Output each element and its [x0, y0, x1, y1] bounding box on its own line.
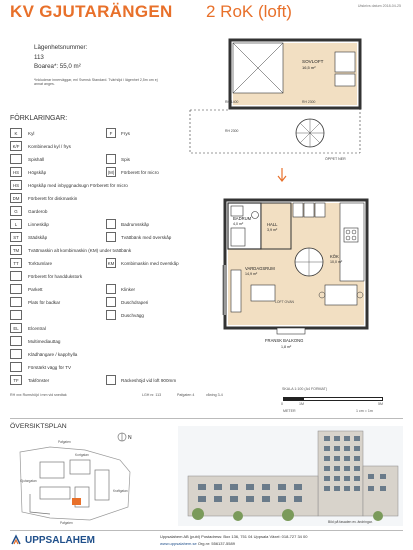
- legend-symbol: [10, 154, 22, 164]
- legend-item: [10, 284, 135, 294]
- print-date: Utskrivs datum 2018-04-25: [357, 4, 401, 8]
- legend-symbol: DM: [10, 193, 22, 203]
- legend-item: [10, 336, 90, 346]
- uppsalahem-logo-icon: [10, 534, 22, 546]
- entrance-arrow: [278, 168, 286, 181]
- legend-item: [10, 310, 144, 320]
- footer-org: Org.nr: 556137-5589: [197, 541, 235, 546]
- street-label-5: Pafgaten: [60, 521, 73, 525]
- page-subtitle: 2 RoK (loft): [206, 2, 292, 21]
- legend-symbol-2: [106, 232, 116, 242]
- overview-title: ÖVERSIKTSPLAN: [10, 423, 67, 430]
- legend-item: [10, 141, 90, 151]
- legend-label: Takfönster: [28, 377, 50, 383]
- legend-label-2: Duschdraperi: [121, 299, 149, 305]
- building-render: [178, 426, 403, 526]
- legend-symbol-2: [106, 284, 116, 294]
- floor-plan: [185, 30, 400, 385]
- legend-symbol: EL: [10, 323, 22, 333]
- legend-symbol: TT: [10, 258, 22, 268]
- legend-item: [10, 258, 179, 268]
- legend-item: [10, 362, 90, 372]
- loft-above-label: LOFT OVAN: [275, 300, 294, 304]
- room-height-note: RH xxx Rumshöjd i mm vid snedtak: [10, 393, 67, 397]
- room-area-kok: 10,0 m²: [330, 260, 343, 264]
- open-over-label: ÖPPET NER: [325, 157, 346, 161]
- rh-label-1: RH 1400: [225, 100, 239, 104]
- legend-item: [10, 271, 90, 281]
- legend-item: [10, 154, 130, 164]
- legend-label: Spishäll: [28, 156, 45, 162]
- legend-label: Elcentral: [28, 325, 46, 331]
- legend-symbol: [10, 284, 22, 294]
- legend-item: [10, 375, 176, 385]
- legend-label: Tvättmaskin alt kombimaskin (KM) under tvättbänk: [28, 247, 132, 253]
- legend-item: [10, 206, 90, 216]
- legend-item: [10, 219, 149, 229]
- legend-symbol-2: [106, 310, 116, 320]
- legend-label-2: Frys: [121, 130, 130, 136]
- street-label-1: Pafgaten: [58, 440, 71, 444]
- room-area-sovloft: 16,5 m²: [302, 65, 316, 70]
- legend-label-2: Räckeshöjd vid loft 900mm: [121, 377, 177, 383]
- scale-bar: [283, 397, 383, 402]
- footer-company: Uppsalahem AB (publ): [160, 534, 201, 539]
- scale-label: SKALA 1:100 (A4 FORMAT): [282, 387, 328, 391]
- apartment-number-label: Lägenhetsnummer:: [34, 44, 88, 51]
- legend-label: Garderob: [28, 208, 48, 214]
- legend-symbol: [10, 336, 22, 346]
- legend-symbol: G: [10, 206, 22, 216]
- room-name-vardagsrum: VARDAGSRUM: [245, 266, 275, 271]
- legend-item: [10, 167, 159, 177]
- legend-item: [10, 180, 128, 190]
- footer-links: [160, 541, 235, 546]
- legend-symbol: K: [10, 128, 22, 138]
- street-label-3: Gjutargatan: [20, 479, 37, 483]
- legend-label: Linneskåp: [28, 221, 49, 227]
- overview-map: [10, 432, 160, 527]
- legend-item: [10, 323, 90, 333]
- legend-label-2: Klinker: [121, 286, 136, 292]
- legend-symbol-2: F: [106, 128, 116, 138]
- rh-label-2: RH 2300: [302, 100, 316, 104]
- rh-label-3: RH 2300: [225, 129, 239, 133]
- legend-item: [10, 193, 90, 203]
- room-name-hall: HALL: [267, 222, 278, 227]
- legend-symbol: TF: [10, 375, 22, 385]
- loft-plan: [190, 40, 360, 153]
- meter-label: METER: [283, 409, 296, 413]
- brand-name: UPPSALAHEM: [25, 534, 96, 546]
- legend-symbol: ST: [10, 232, 22, 242]
- legend-label: Högskåp med inbyggnadsugn Förberett för micro: [28, 182, 128, 188]
- legend-symbol-2: [106, 297, 116, 307]
- legend-item: [10, 297, 148, 307]
- page-title: KV GJUTARÄNGEN: [10, 2, 173, 21]
- legend-item: [10, 349, 90, 359]
- legend-label: Städskåp: [28, 234, 48, 240]
- scale-tick-0: 0: [281, 402, 283, 406]
- lgh-number: LGH nr. 113: [142, 393, 162, 397]
- legend-label: Torktumlare: [28, 260, 52, 266]
- room-area-hall: 3,9 m²: [267, 228, 278, 232]
- floor-label: Pafgaten 4: [177, 393, 195, 397]
- room-area-vardagsrum: 14,9 m²: [245, 272, 258, 276]
- room-name-kok: KÖK: [330, 254, 339, 259]
- room-name-badrum: BADRUM: [233, 216, 252, 221]
- legend-label: Förberett för diskmaskin: [28, 195, 78, 201]
- legend-label: Högskåp: [28, 169, 47, 175]
- legend-item: [10, 128, 130, 138]
- legend-label: Plats för badkar: [28, 299, 61, 305]
- legend-label-2: Förberett för micro: [121, 169, 159, 175]
- legend-label: Kyl: [28, 130, 35, 136]
- footer-contact: [160, 534, 307, 539]
- legend-symbol-2: [106, 375, 116, 385]
- legend-label: Klädhängare / kapphylla: [28, 351, 78, 357]
- legend-symbol: K/F: [10, 141, 22, 151]
- legend-title: FÖRKLARINGAR:: [10, 115, 68, 122]
- level-label: våning 3-4: [206, 393, 223, 397]
- legend-symbol: HS: [10, 180, 22, 190]
- legend-label: Förberett för handdukstork: [28, 273, 83, 279]
- footer-web-link[interactable]: www.uppsalahem.se: [160, 541, 197, 546]
- room-area-badrum: 4,0 m²: [233, 222, 244, 226]
- render-note: Bild på fasaden ev. ändringar.: [328, 520, 373, 524]
- apartment-area: Boarea*: 55,0 m²: [34, 63, 81, 70]
- room-area-balkong: 1,8 m²: [281, 345, 292, 349]
- legend-label-2: Tvättbänk med överskåp: [121, 234, 172, 240]
- street-label-2: Kortgatan: [75, 453, 89, 457]
- legend-label-2: Kombimaskin med överskåp: [121, 260, 179, 266]
- footer-address: Postadress: Box 136, 751 04 Uppsala: [201, 534, 269, 539]
- legend-symbol: [10, 362, 22, 372]
- legend-label-2: Badrumsskåp: [121, 221, 150, 227]
- legend-label: Parkett: [28, 286, 43, 292]
- legend-symbol-2: (M): [106, 167, 116, 177]
- legend-symbol: [10, 349, 22, 359]
- legend-symbol: TM: [10, 245, 22, 255]
- footer-visit: Växel: 018-727 34 00: [269, 534, 308, 539]
- apartment-number: 113: [34, 54, 44, 61]
- legend-label: Kombinerad kyl / frys: [28, 143, 71, 149]
- legend-label-2: Spis: [121, 156, 130, 162]
- legend-item: [10, 232, 171, 242]
- legend-symbol: L: [10, 219, 22, 229]
- room-name-balkong: FRANSK BALKONG: [265, 338, 304, 343]
- footer-divider: [10, 530, 403, 531]
- legend-symbol-2: [106, 154, 116, 164]
- apartment-note: *Inkluderar innerväggar, enl Svensk Standard. Tvärhöjd i lägenhet 2,5m om ej annat anges.: [34, 78, 158, 87]
- legend-label: Multimediauttag: [28, 338, 61, 344]
- one-cm-label: 1 cm = 1m: [356, 409, 373, 413]
- legend-item: [10, 245, 131, 255]
- legend-symbol: HS: [10, 167, 22, 177]
- legend-symbol: [10, 271, 22, 281]
- apartment-location-marker: [72, 498, 81, 505]
- divider: [10, 418, 403, 419]
- legend-symbol: [10, 297, 22, 307]
- legend-label: Förstärkt vägg för TV: [28, 364, 72, 370]
- north-label: N: [128, 435, 132, 441]
- room-name-sovloft: SOVLOFT: [302, 59, 324, 64]
- street-label-4: Kraftgatan: [113, 489, 128, 493]
- footer-logo: [10, 534, 95, 546]
- scale-tick-1: 1M: [299, 402, 304, 406]
- scale-tick-5: 5M: [378, 402, 383, 406]
- legend-symbol-2: KM: [106, 258, 116, 268]
- legend-symbol: [10, 310, 22, 320]
- legend-symbol-2: [106, 219, 116, 229]
- legend-label-2: Duschvägg: [121, 312, 144, 318]
